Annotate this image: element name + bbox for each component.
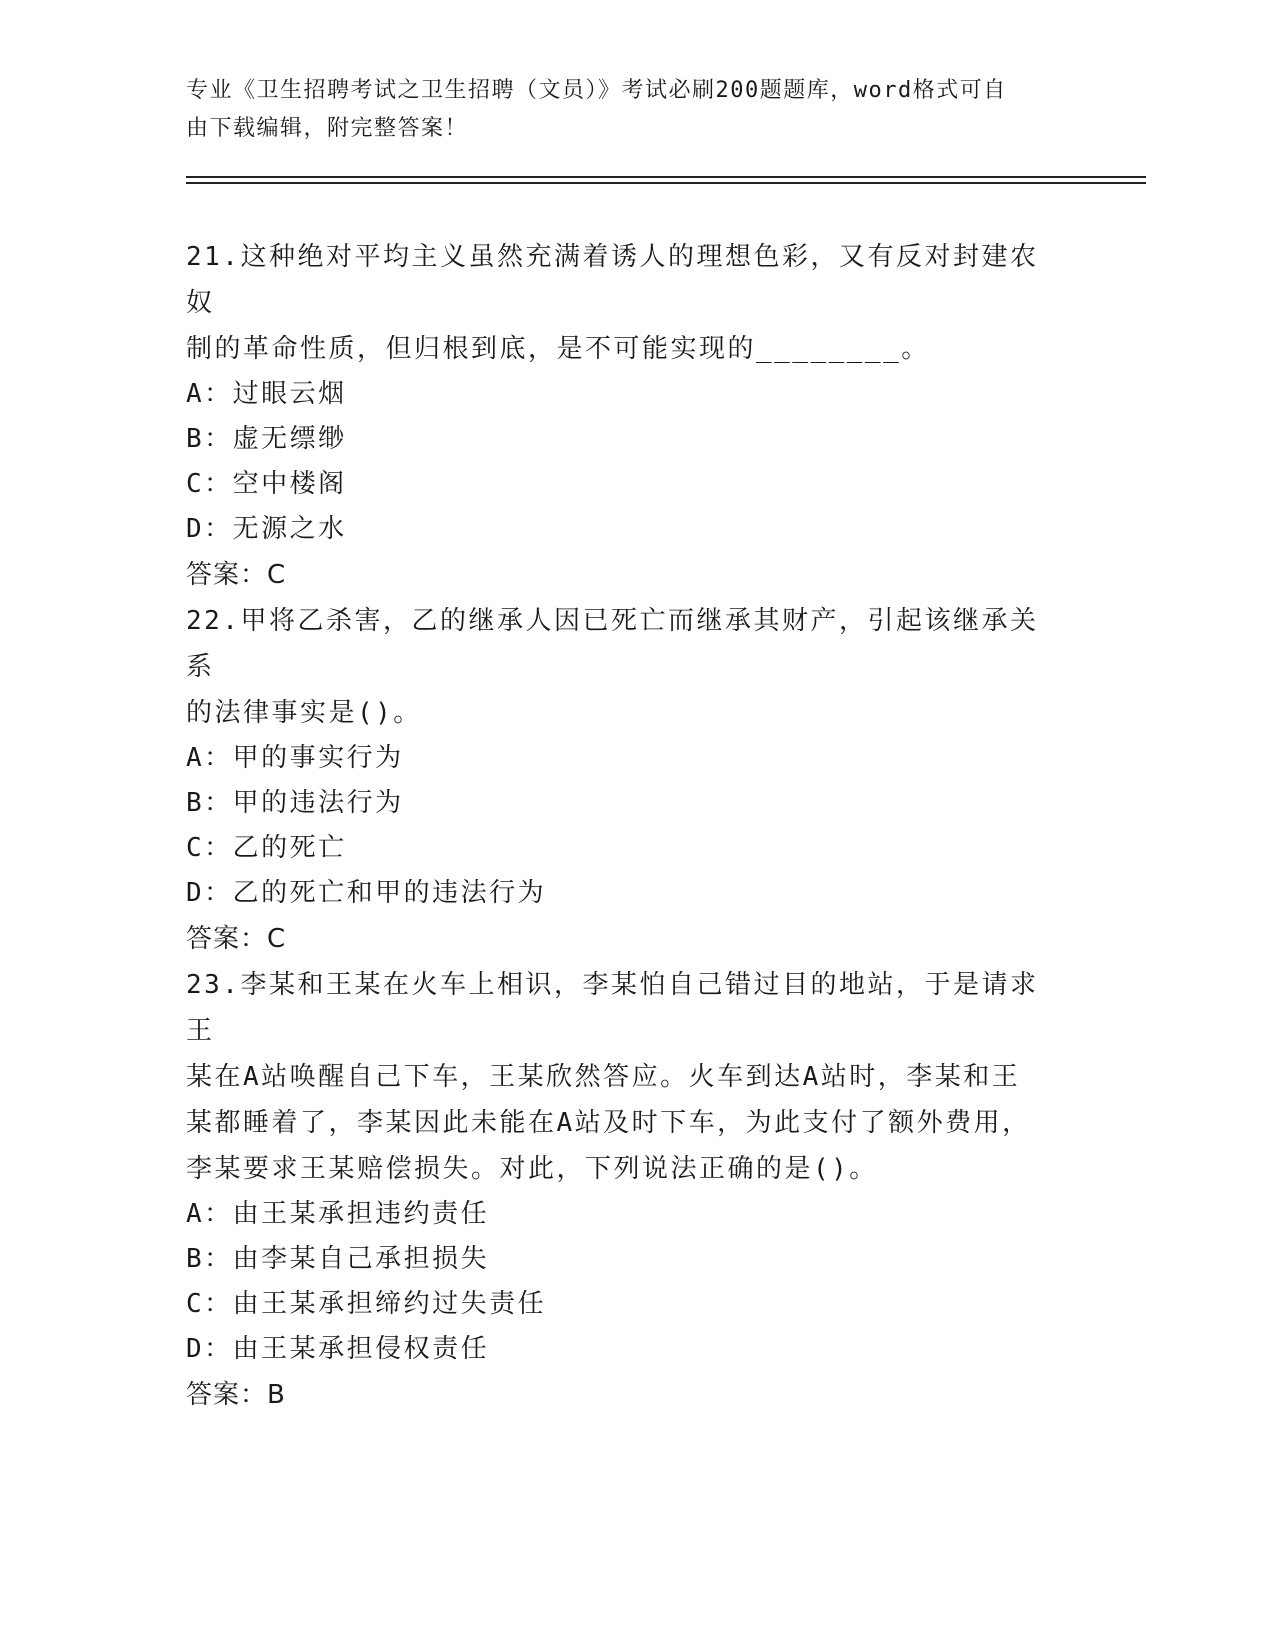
question-stem-line: 李某要求王某赔偿损失。对此，下列说法正确的是()。 xyxy=(186,1154,878,1184)
header-line: 由下载编辑，附完整答案！ xyxy=(186,116,469,141)
question-stem-line: 23.李某和王某在火车上相识，李某怕自己错过目的地站，于是请求王 xyxy=(186,970,1039,1046)
question-23 xyxy=(186,962,1066,1418)
question-22 xyxy=(186,598,1066,962)
option-a: A：过眼云烟 xyxy=(186,379,347,409)
option-d: D：无源之水 xyxy=(186,514,347,544)
option-c: C：由王某承担缔约过失责任 xyxy=(186,1289,547,1319)
header-divider xyxy=(186,176,1146,178)
header-line: 专业《卫生招聘考试之卫生招聘（文员）》考试必刷200题题库，word格式可自 xyxy=(186,78,1007,103)
answer-line: 答案：C xyxy=(186,560,287,590)
answer-line: 答案：C xyxy=(186,924,287,954)
question-stem-line: 21.这种绝对平均主义虽然充满着诱人的理想色彩，又有反对封建农奴 xyxy=(186,242,1039,318)
question-stem-line: 的法律事实是()。 xyxy=(186,698,422,728)
question-21 xyxy=(186,234,1066,598)
option-a: A：甲的事实行为 xyxy=(186,743,404,773)
document-header xyxy=(186,72,1066,148)
option-c: C：空中楼阁 xyxy=(186,469,347,499)
option-c: C：乙的死亡 xyxy=(186,833,347,863)
option-b: B：虚无缥缈 xyxy=(186,424,347,454)
option-a: A：由王某承担违约责任 xyxy=(186,1199,490,1229)
option-d: D：由王某承担侵权责任 xyxy=(186,1334,490,1364)
header-divider xyxy=(186,182,1146,184)
question-stem-line: 某在A站唤醒自己下车，王某欣然答应。火车到达A站时，李某和王 xyxy=(186,1062,1021,1092)
option-d: D：乙的死亡和甲的违法行为 xyxy=(186,878,547,908)
question-stem-line: 22.甲将乙杀害，乙的继承人因已死亡而继承其财产，引起该继承关系 xyxy=(186,606,1039,682)
question-stem-line: 制的革命性质，但归根到底，是不可能实现的________。 xyxy=(186,334,930,364)
answer-line: 答案：B xyxy=(186,1380,286,1410)
question-stem-line: 某都睡着了，李某因此未能在A站及时下车，为此支付了额外费用， xyxy=(186,1108,1031,1138)
option-b: B：由李某自己承担损失 xyxy=(186,1244,490,1274)
option-b: B：甲的违法行为 xyxy=(186,788,404,818)
